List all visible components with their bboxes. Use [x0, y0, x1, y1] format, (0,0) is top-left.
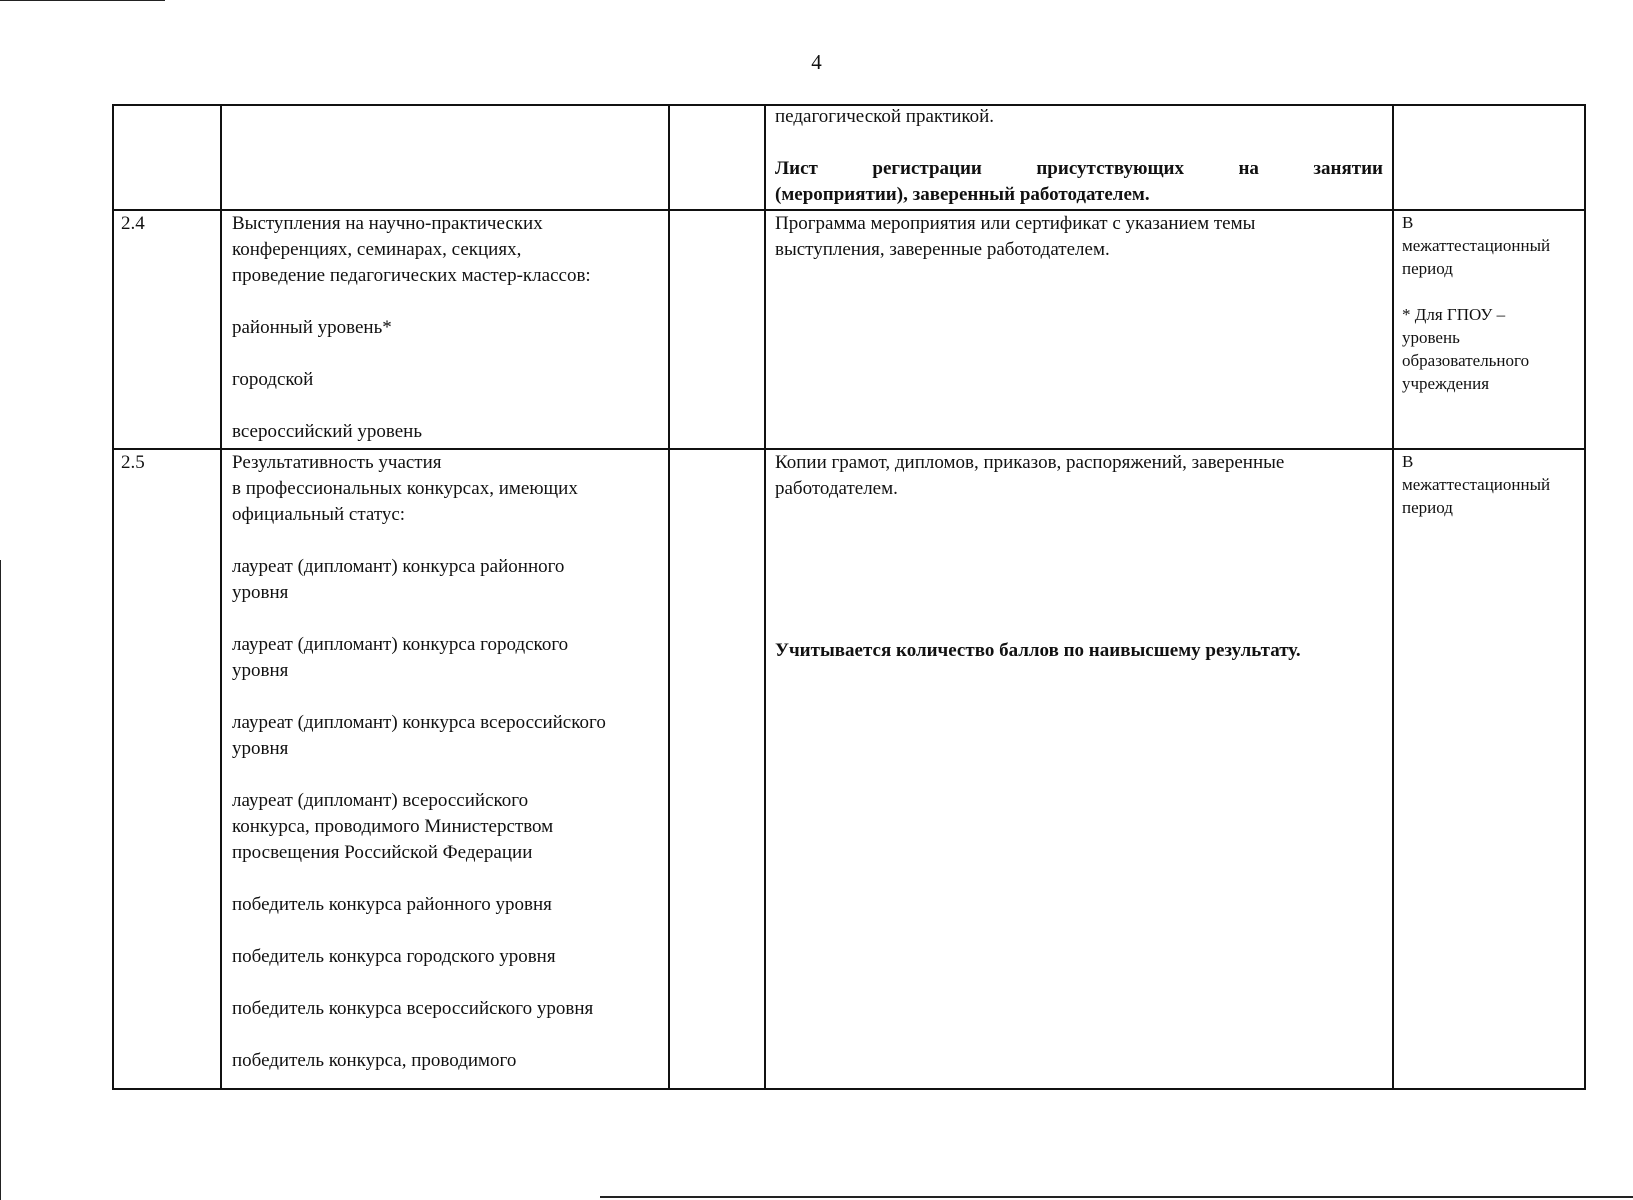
criterion-cell	[232, 450, 662, 1074]
scan-artifact-bottom	[600, 1196, 1633, 1198]
col-divider-1	[220, 104, 222, 1090]
col-divider-3	[764, 104, 766, 1090]
col-divider-2	[668, 104, 670, 1090]
row-top-requirements-cell	[775, 104, 1383, 208]
criterion-level: всероссийский уровень	[232, 421, 423, 442]
criterion-item: победитель конкурса всероссийского уровня	[232, 998, 594, 1019]
table-border-left	[112, 104, 114, 1090]
criterion-item: лауреат (дипломант) конкурса районного	[232, 556, 565, 577]
period-cell	[1402, 211, 1580, 395]
documents-line: Копии грамот, дипломов, приказов, распоряжений, заверенные	[775, 452, 1285, 473]
page-number: 4	[811, 50, 822, 74]
criterion-item: просвещения Российской Федерации	[232, 842, 533, 863]
table-border-right	[1584, 104, 1586, 1090]
criterion-item: лауреат (дипломант) конкурса городского	[232, 634, 569, 655]
criterion-title-line: официальный статус:	[232, 504, 406, 525]
criterion-level: районный уровень*	[232, 317, 392, 338]
criterion-title-line: проведение педагогических мастер-классов:	[232, 265, 591, 286]
scan-artifact-top	[0, 0, 165, 1]
period-line: период	[1402, 498, 1453, 517]
criterion-item: победитель конкурса городского уровня	[232, 946, 556, 967]
criterion-cell	[232, 211, 662, 445]
documents-cell	[775, 211, 1383, 263]
scan-artifact-left	[0, 560, 1, 1200]
criterion-title-line: в профессиональных конкурсах, имеющих	[232, 478, 578, 499]
criterion-item: уровня	[232, 660, 289, 681]
requirement-bold-line: (мероприятии), заверенный работодателем.	[775, 184, 1150, 205]
documents-line: Программа мероприятия или сертификат с указанием темы	[775, 213, 1256, 234]
period-note-line: учреждения	[1402, 374, 1490, 393]
period-line: период	[1402, 259, 1453, 278]
period-line: В	[1402, 213, 1414, 232]
table-border-bottom	[112, 1088, 1586, 1090]
criterion-title-line: конференциях, семинарах, секциях,	[232, 239, 522, 260]
criterion-level: городской	[232, 369, 314, 390]
period-line: межаттестационный	[1402, 236, 1551, 255]
documents-note: Учитывается количество баллов по наивысшему результату.	[775, 640, 1301, 661]
criterion-item: лауреат (дипломант) конкурса всероссийского	[232, 712, 606, 733]
criterion-title-line: Выступления на научно-практических	[232, 213, 543, 234]
row-number: 2.4	[121, 213, 145, 234]
row-number: 2.5	[121, 452, 145, 473]
criterion-item: уровня	[232, 738, 289, 759]
documents-line: выступления, заверенные работодателем.	[775, 239, 1110, 260]
period-note-line: образовательного	[1402, 351, 1530, 370]
period-note-line: * Для ГПОУ –	[1402, 305, 1506, 324]
criterion-item: победитель конкурса районного уровня	[232, 894, 552, 915]
documents-cell	[775, 450, 1383, 502]
criterion-item: уровня	[232, 582, 289, 603]
period-line: межаттестационный	[1402, 475, 1551, 494]
criterion-title-line: Результативность участия	[232, 452, 442, 473]
period-note-line: уровень	[1402, 328, 1460, 347]
requirement-bold-line: Лист регистрации присутствующих на занятии	[775, 158, 1383, 179]
criterion-item: победитель конкурса, проводимого	[232, 1050, 517, 1071]
criterion-item: конкурса, проводимого Министерством	[232, 816, 554, 837]
documents-line: работодателем.	[775, 478, 898, 499]
requirement-text: педагогической практикой.	[775, 106, 995, 127]
period-cell	[1402, 450, 1580, 519]
criterion-item: лауреат (дипломант) всероссийского	[232, 790, 529, 811]
period-line: В	[1402, 452, 1414, 471]
col-divider-4	[1392, 104, 1394, 1090]
